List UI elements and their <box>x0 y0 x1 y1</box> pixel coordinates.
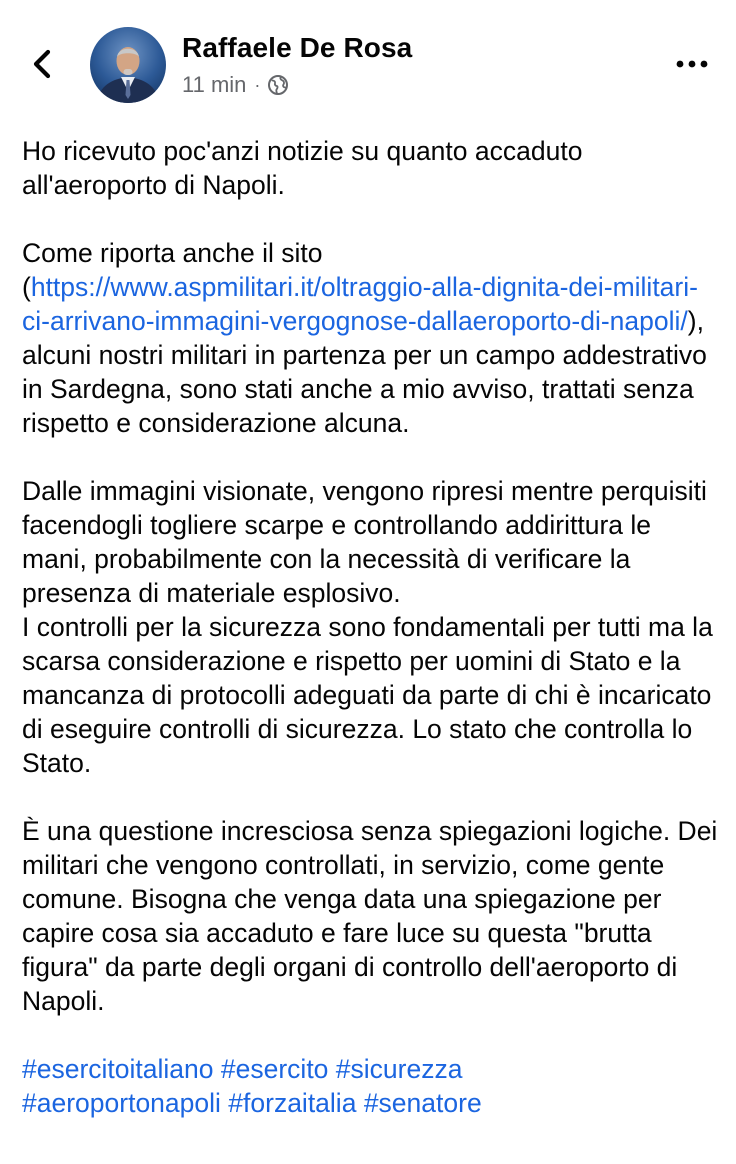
post-paragraph-1: Ho ricevuto poc'anzi notizie su quanto accaduto all'aeroporto di Napoli. <box>22 136 583 200</box>
post-paragraph-3: Dalle immagini visionate, vengono ripresi mentre perquisiti facendogli togliere scarpe e controllando addirittura le mani, probabilmente con la necessità di verificare la presenza di materiale esplosivo. <box>22 476 707 608</box>
hashtag[interactable]: #forzaitalia <box>228 1088 357 1118</box>
paragraph-text: Come riporta anche il sito ( <box>22 238 323 302</box>
post-header <box>0 0 736 120</box>
post-paragraph-5: È una questione incresciosa senza spiegazioni logiche. Dei militari che vengono controllati, in servizio, come gente comune. Bisogna che venga data una spiegazione per capire cosa sia accaduto e fare luce su questa "brutta figura" da parte degli organi di controllo dell'aeroporto di Napoli. <box>22 816 718 1016</box>
back-button[interactable] <box>28 44 58 84</box>
more-options-button[interactable] <box>670 52 714 76</box>
chevron-left-icon <box>28 44 58 84</box>
globe-icon[interactable] <box>267 74 289 96</box>
post-text <box>22 134 722 1120</box>
hashtag[interactable]: #senatore <box>363 1088 482 1118</box>
post-meta <box>182 70 289 100</box>
post-time[interactable]: 11 min <box>182 72 247 97</box>
more-horizontal-icon <box>670 52 714 76</box>
hashtag[interactable]: #aeroportonapoli <box>22 1088 221 1118</box>
paragraph-text: ), alcuni nostri militari in partenza per un campo addestrativo in Sardegna, sono stati anche a mio avviso, trattati senza rispetto e considerazione alcuna. <box>22 306 707 438</box>
hashtag[interactable]: #esercitoitaliano <box>22 1054 214 1084</box>
meta-separator: · <box>254 74 261 95</box>
post-paragraph-2 <box>22 236 722 440</box>
hashtag[interactable]: #esercito <box>220 1054 329 1084</box>
post-paragraph-4: I controlli per la sicurezza sono fondamentali per tutti ma la scarsa considerazione e rispetto per uomini di Stato e la mancanza di protocolli adeguati da parte di chi è incaricato di eseguire controlli di sicurezza. Lo stato che controlla lo Stato. <box>22 612 713 778</box>
source-link[interactable]: https://www.aspmilitari.it/oltraggio-alla-dignita-dei-militari-ci-arrivano-immagini-vergognose-dallaeroporto-di-napoli/ <box>22 272 698 336</box>
author-name[interactable]: Raffaele De Rosa <box>182 32 413 63</box>
avatar[interactable] <box>90 27 166 103</box>
hashtag-list <box>22 1052 722 1120</box>
hashtag[interactable]: #sicurezza <box>335 1054 463 1084</box>
